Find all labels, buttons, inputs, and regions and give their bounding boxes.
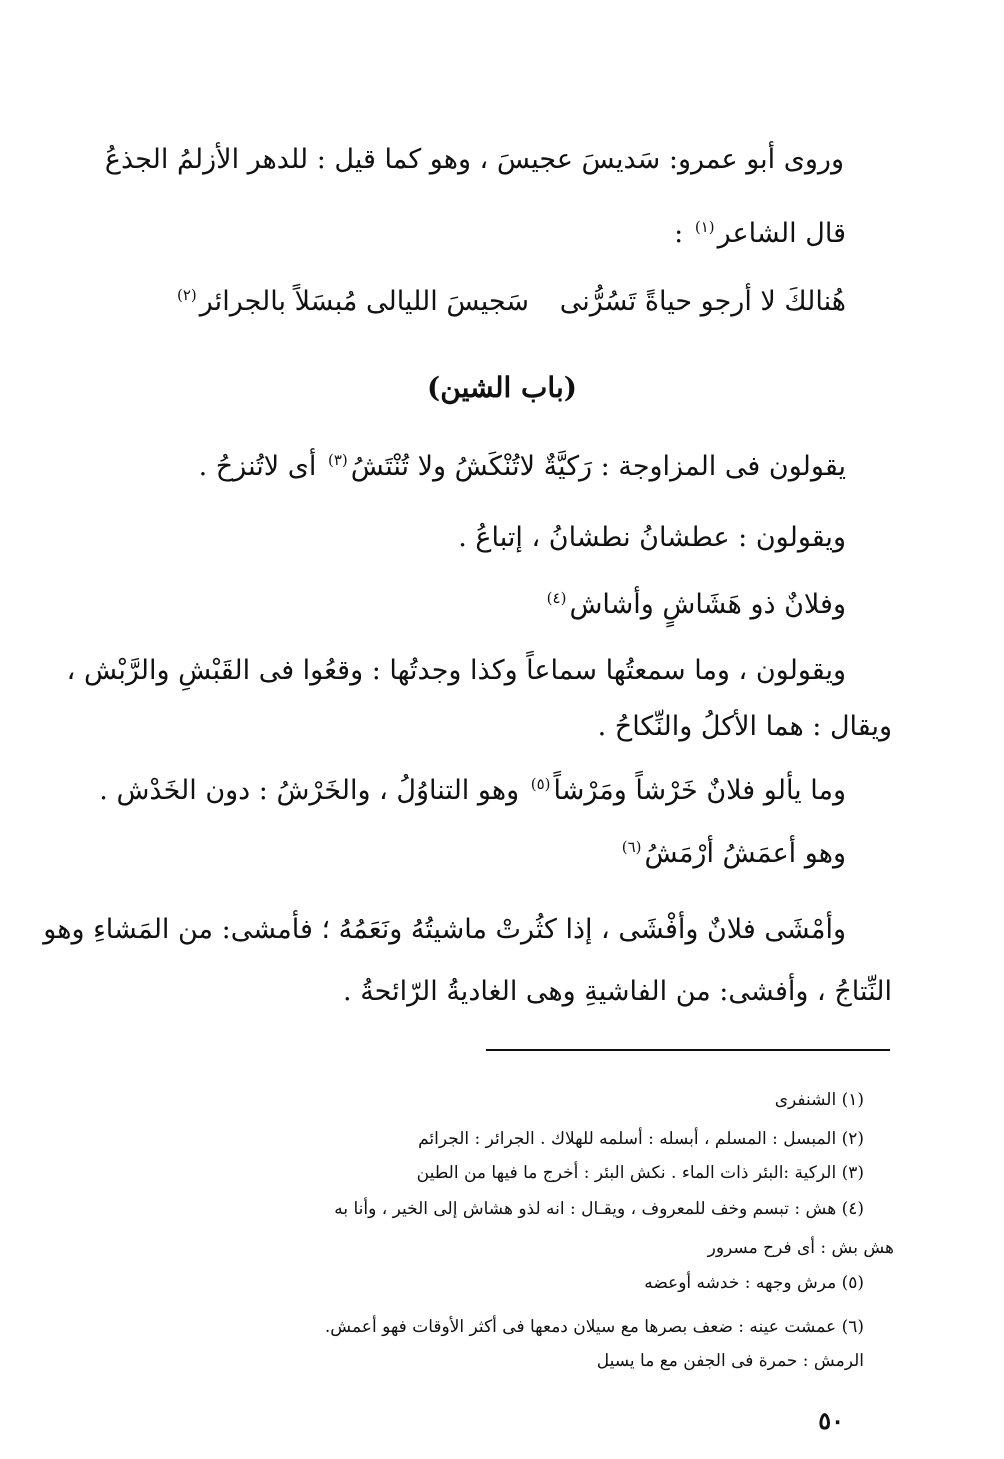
footnote-4-continued: هش بش : أى فرح مسرور — [707, 1238, 894, 1258]
text-line-12-content: النِّتاجُ ، وأفشى: من الفاشيةِ وهى الغاديةُ الرّائحةُ . — [343, 976, 892, 1007]
text-line-5-content: ويقولون : عطشانُ نطشانُ ، إتباعُ . — [458, 522, 846, 553]
footnote-ref-1: (١) — [694, 218, 715, 236]
poet-intro: قال الشاعر — [717, 218, 846, 249]
text-line-4-a: يقولون فى المزاوجة : رَكيَّةٌ لاتُنْكَشُ ولا تُنْتَشُ — [350, 451, 846, 482]
footnote-2: (٢) المبسل : المسلم ، أبسله : أسلمه للهلاك . الجرائر : الجرائم — [418, 1129, 864, 1149]
text-line-7-content: ويقولون ، وما سمعتُها سماعاً وكذا وجدتُها : وقعُوا فى القَبْشِ والرَّبْش ، — [66, 655, 846, 686]
footnote-ref-2: (٢) — [177, 286, 197, 304]
page-number: ٥٠ — [818, 1406, 844, 1435]
footnote-ref-3: (٣) — [327, 451, 348, 469]
footnote-separator — [486, 1049, 890, 1051]
text-line-7 — [67, 651, 846, 691]
text-line-6 — [544, 585, 846, 625]
footnote-ref-6: (٦) — [621, 838, 642, 856]
footnote-ref-5: (٥) — [530, 775, 551, 793]
poem-hemistich-first — [560, 282, 846, 322]
text-line-8-content: ويقال : هما الأكلُ والنِّكاحُ . — [597, 711, 892, 742]
text-line-1-content: وروى أبو عمرو: سَديسَ عجيسَ ، وهو كما قيل : للدهر الأزلمُ الجذعُ — [104, 144, 844, 175]
footnote-4: (٤) هش : تبسم وخف للمعروف ، ويقـال : انه لذو هشاش إلى الخير ، وأنا به — [334, 1199, 864, 1219]
poem-hemistich-second — [174, 282, 529, 322]
footnote-6-continued: الرمش : حمرة فى الجفن مع ما يسيل — [596, 1351, 864, 1371]
text-line-10-content: وهو أعمَشُ أرْمَشُ — [644, 838, 846, 869]
text-line-10 — [619, 834, 846, 874]
text-line-8 — [598, 707, 892, 747]
text-line-4 — [199, 447, 846, 487]
poem-hemistich-second-text: سَجيسَ الليالى مُبسَلاً بالجرائر — [199, 286, 529, 317]
text-line-9-a: وما يألو فلانٌ خَرْشاً ومَرْشاً — [553, 775, 846, 806]
footnote-1: (١) الشنفرى — [774, 1090, 864, 1110]
text-line-4-b: أى لاتُنزحُ . — [198, 451, 325, 482]
text-line-6-content: وفلانٌ ذو هَشَاشٍ وأشاش — [569, 589, 846, 620]
text-line-11 — [43, 910, 846, 950]
text-line-1 — [105, 140, 844, 180]
text-line-9 — [99, 771, 846, 811]
text-line-9-b: وهو التناوُلُ ، والخَرْشُ : دون الخَدْش . — [99, 775, 528, 806]
footnote-ref-4: (٤) — [546, 589, 567, 607]
chapter-heading: (باب الشين) — [427, 371, 577, 404]
footnote-6: (٦) عمشت عينه : ضعف بصرها مع سيلان دمعها فى أكثر الأوقات فهو أعمش. — [324, 1317, 864, 1337]
poem-hemistich-first-text: هُنالكَ لا أرجو حياةً تَسُرُّنى — [559, 286, 846, 317]
poet-intro-colon: : — [674, 218, 692, 249]
footnote-3: (٣) الركية :البئر ذات الماء . نكش البئر : أخرج ما فيها من الطين — [416, 1163, 864, 1183]
text-line-5 — [458, 518, 846, 558]
footnote-5: (٥) مرش وجهه : خدشه أوعضه — [644, 1273, 864, 1293]
text-line-2 — [674, 214, 846, 254]
text-line-12 — [343, 972, 892, 1012]
text-line-11-content: وأمْشَى فلانٌ وأفْشَى ، إذا كثُرتْ ماشيتُهُ ونَعَمُهُ ؛ فأمشى: من المَشاءِ وهو — [43, 914, 846, 945]
